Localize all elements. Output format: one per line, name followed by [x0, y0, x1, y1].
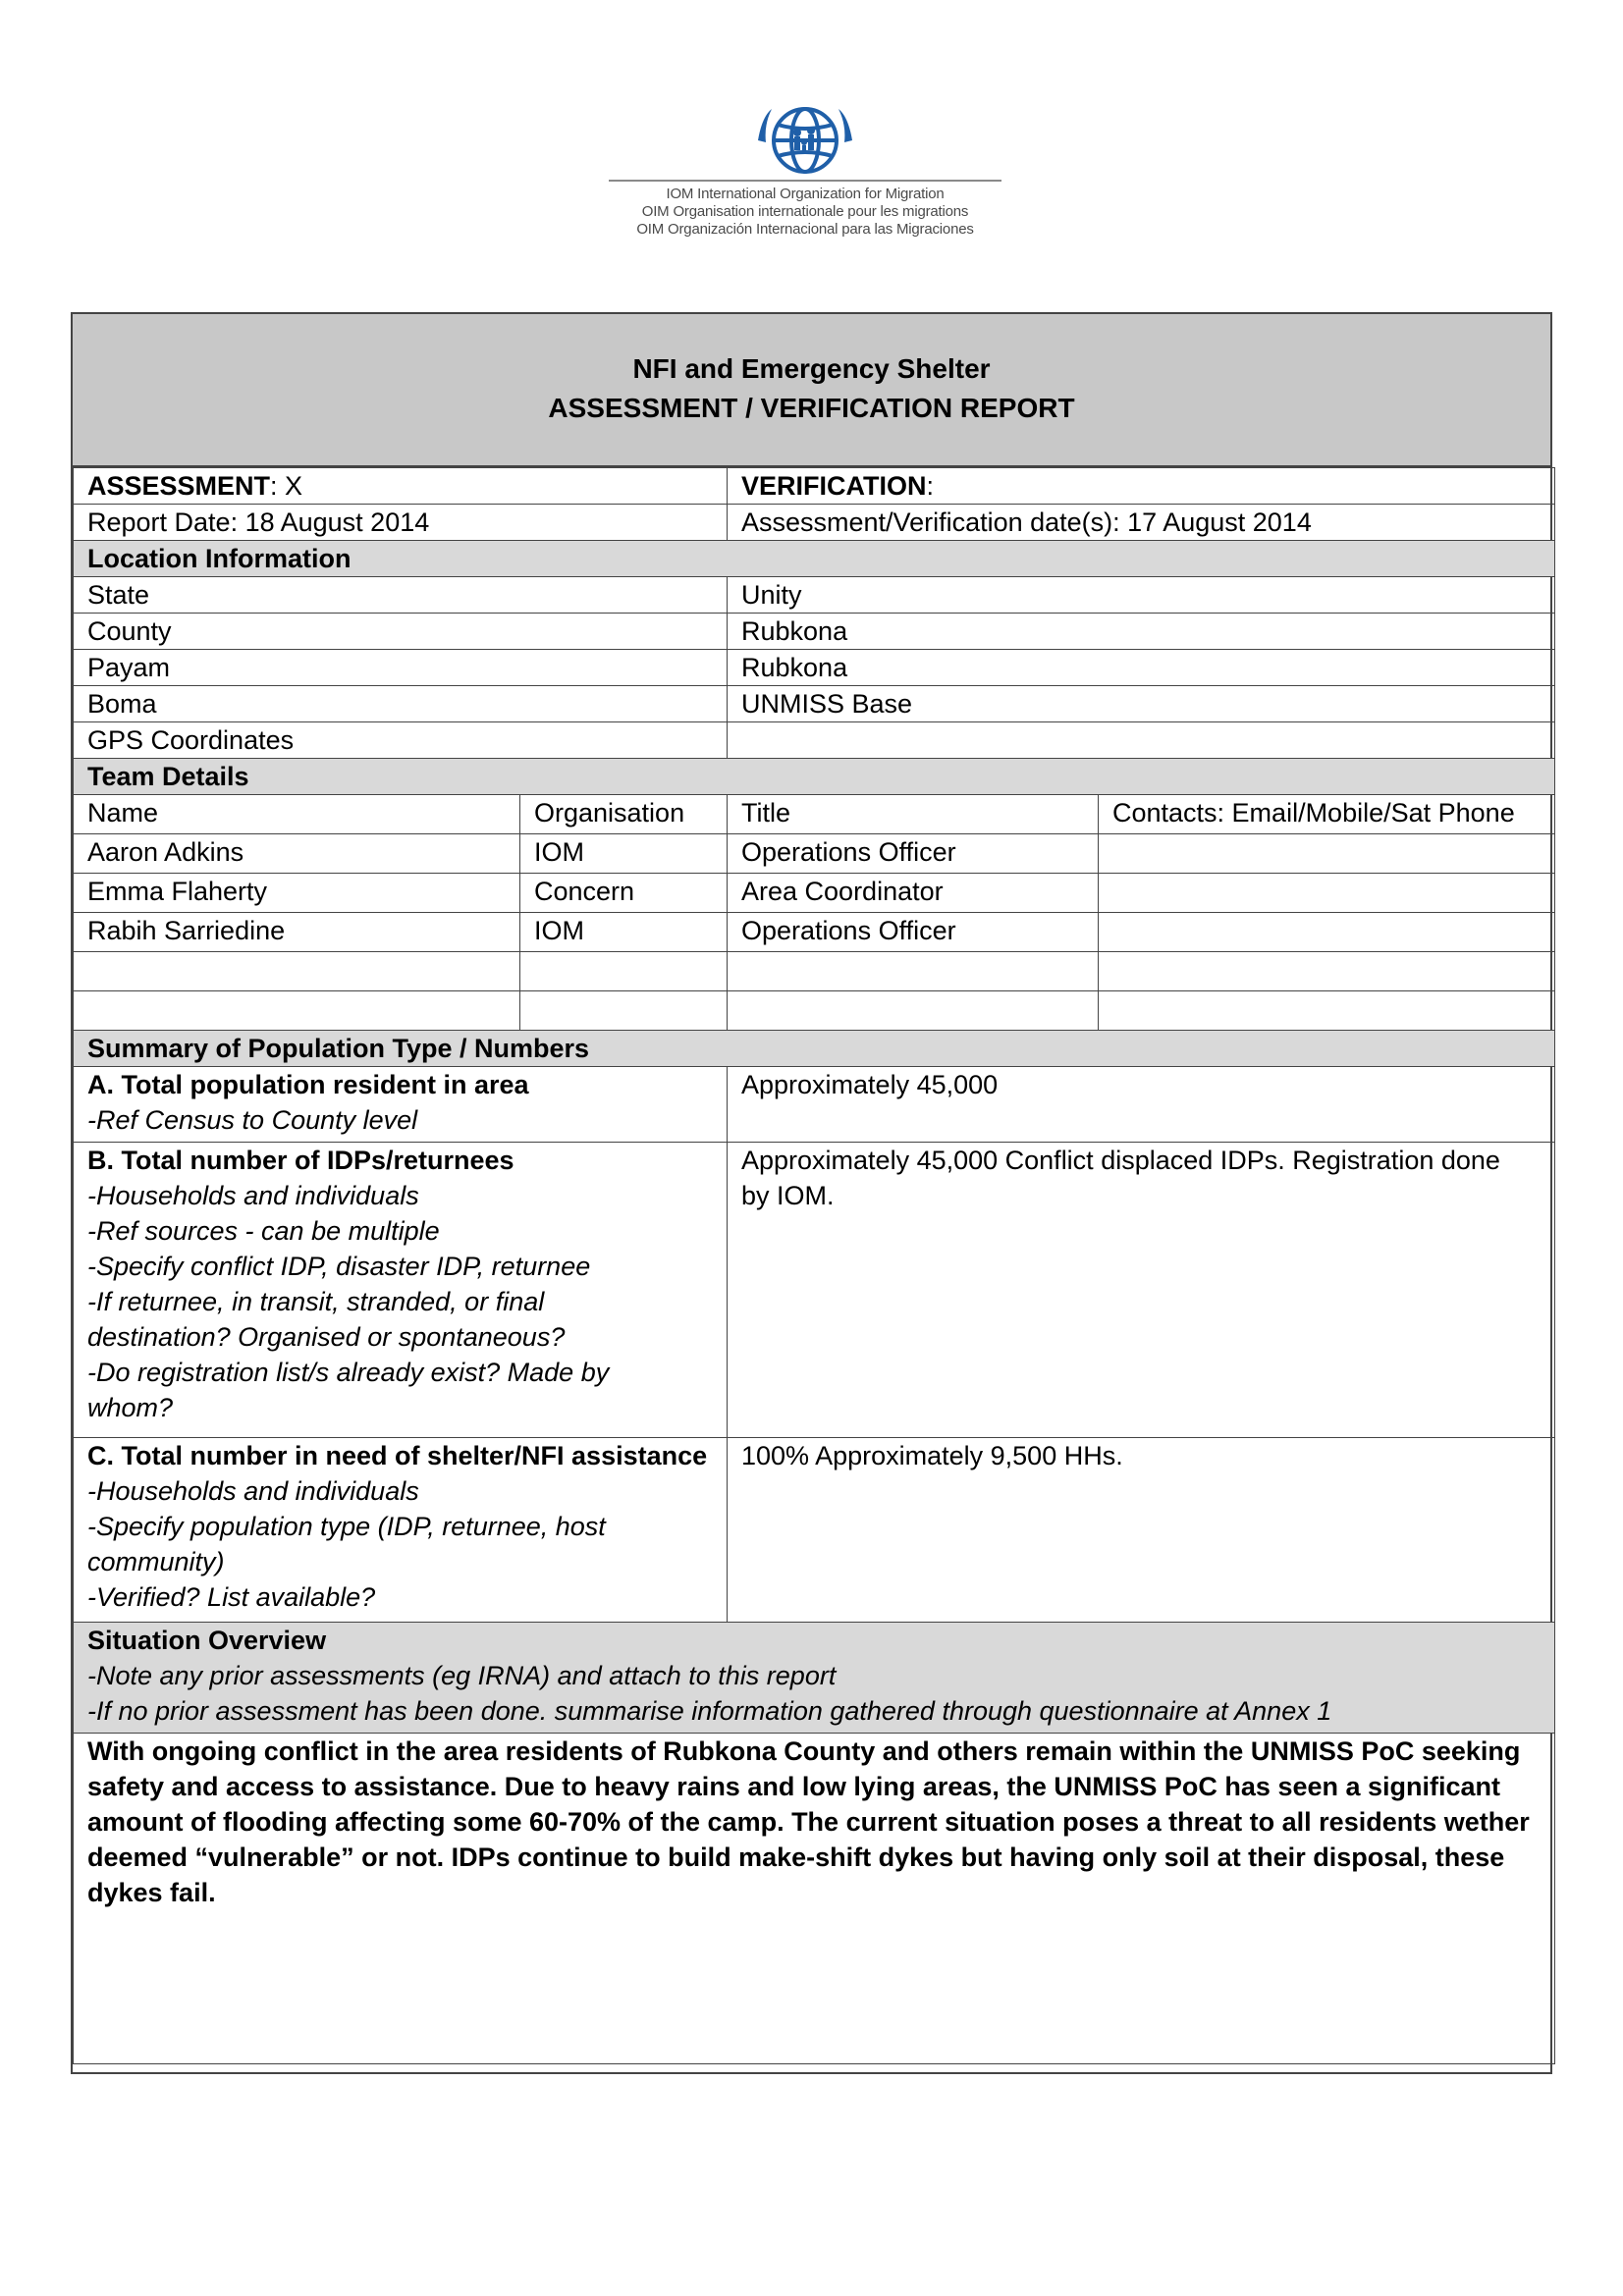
situation-narrative: [74, 1734, 1555, 2064]
member-title: Operations Officer: [728, 913, 1099, 952]
situation-note: -Note any prior assessments (eg IRNA) and attach to this report: [87, 1661, 837, 1690]
situation-narrative-row: [74, 1734, 1555, 2064]
population-note: -Households and individuals: [87, 1181, 419, 1210]
member-org: Concern: [520, 874, 728, 913]
population-note: -Ref Census to County level: [87, 1105, 418, 1135]
population-b-value-line: Approximately 45,000 Conflict displaced IDPs. Registration done: [741, 1146, 1500, 1175]
population-note: -Ref sources - can be multiple: [87, 1216, 440, 1246]
logo-line-es: OIM Organización Internacional para las Migraciones: [636, 221, 974, 238]
dates-row: [74, 505, 1555, 541]
location-label: County: [74, 614, 728, 650]
location-heading-row: [74, 541, 1555, 577]
location-label: GPS Coordinates: [74, 722, 728, 759]
population-note: -Verified? List available?: [87, 1582, 376, 1612]
narrative-line: safety and access to assistance. Due to heavy rains and low lying areas, the UNMISS PoC has seen a significant: [87, 1772, 1501, 1801]
population-a-value: Approximately 45,000: [728, 1067, 1555, 1143]
report-subtitle: ASSESSMENT / VERIFICATION REPORT: [548, 393, 1075, 423]
population-heading: Summary of Population Type / Numbers: [74, 1031, 1555, 1067]
column-header: Organisation: [520, 795, 728, 834]
population-c-label: [74, 1438, 728, 1623]
location-row: [74, 722, 1555, 759]
verification-value: :: [926, 471, 935, 501]
location-row: [74, 650, 1555, 686]
assessment-cell: [74, 468, 728, 505]
population-note: -Households and individuals: [87, 1476, 419, 1506]
member-name: Aaron Adkins: [74, 834, 520, 874]
column-header: Name: [74, 795, 520, 834]
narrative-line: dykes fail.: [87, 1878, 216, 1907]
report-form: [71, 312, 1552, 2074]
location-row: [74, 686, 1555, 722]
population-note: community): [87, 1547, 225, 1576]
location-label: Payam: [74, 650, 728, 686]
situation-heading: Situation Overview: [87, 1626, 327, 1655]
population-note: -If returnee, in transit, stranded, or final: [87, 1287, 545, 1316]
population-b-label: [74, 1143, 728, 1438]
team-empty-row: [74, 952, 1555, 991]
team-member-row: [74, 874, 1555, 913]
population-c-value: 100% Approximately 9,500 HHs.: [728, 1438, 1555, 1623]
population-b-value: [728, 1143, 1555, 1438]
empty-cell: [520, 952, 728, 991]
narrative-line: With ongoing conflict in the area residents of Rubkona County and others remain within the UNMISS PoC seeking: [87, 1736, 1521, 1766]
iom-globe-icon: [756, 103, 854, 178]
report-date: Report Date: 18 August 2014: [74, 505, 728, 541]
column-header: Title: [728, 795, 1099, 834]
location-value: Unity: [728, 577, 1555, 614]
population-note: -Specify conflict IDP, disaster IDP, returnee: [87, 1252, 591, 1281]
logo-line-en: IOM International Organization for Migration: [666, 186, 945, 202]
member-contact: [1099, 834, 1555, 874]
location-heading: Location Information: [74, 541, 1555, 577]
verification-dates: Assessment/Verification date(s): 17 August 2014: [728, 505, 1555, 541]
location-row: [74, 614, 1555, 650]
empty-cell: [1099, 952, 1555, 991]
location-label: Boma: [74, 686, 728, 722]
empty-cell: [74, 952, 520, 991]
column-header: Contacts: Email/Mobile/Sat Phone: [1099, 795, 1555, 834]
member-name: Emma Flaherty: [74, 874, 520, 913]
population-a-label: [74, 1067, 728, 1143]
situation-note: -If no prior assessment has been done. summarise information gathered through questionnaire at Annex 1: [87, 1696, 1332, 1726]
assessment-label: ASSESSMENT: [87, 471, 271, 501]
member-name: Rabih Sarriedine: [74, 913, 520, 952]
member-org: IOM: [520, 834, 728, 874]
population-heading-row: [74, 1031, 1555, 1067]
situation-heading-row: [74, 1623, 1555, 1734]
member-contact: [1099, 913, 1555, 952]
location-value: [728, 722, 1555, 759]
population-row-b: [74, 1143, 1555, 1438]
team-empty-row: [74, 991, 1555, 1031]
logo-line-fr: OIM Organisation internationale pour les migrations: [641, 203, 969, 220]
team-header-row: [74, 795, 1555, 834]
population-b-title: B. Total number of IDPs/returnees: [87, 1146, 514, 1175]
logo-divider: [609, 180, 1001, 182]
location-value: Rubkona: [728, 650, 1555, 686]
population-a-title: A. Total population resident in area: [87, 1070, 529, 1099]
team-heading: Team Details: [74, 759, 1555, 795]
location-value: Rubkona: [728, 614, 1555, 650]
verification-cell: [728, 468, 1555, 505]
population-b-value-line: by IOM.: [741, 1181, 835, 1210]
team-member-row: [74, 913, 1555, 952]
empty-cell: [520, 991, 728, 1031]
population-row-a: [74, 1067, 1555, 1143]
empty-cell: [1099, 991, 1555, 1031]
location-label: State: [74, 577, 728, 614]
population-c-title: C. Total number in need of shelter/NFI assistance: [87, 1441, 708, 1470]
empty-cell: [728, 991, 1099, 1031]
population-note: whom?: [87, 1393, 174, 1422]
empty-cell: [728, 952, 1099, 991]
report-table: [73, 467, 1555, 2064]
population-note: -Do registration list/s already exist? Made by: [87, 1358, 610, 1387]
team-heading-row: [74, 759, 1555, 795]
narrative-line: amount of flooding affecting some 60-70% of the camp. The current situation poses a threat to all residents wether: [87, 1807, 1530, 1837]
assessment-value: : X: [270, 471, 303, 501]
member-title: Area Coordinator: [728, 874, 1099, 913]
member-org: IOM: [520, 913, 728, 952]
report-title: NFI and Emergency Shelter: [632, 353, 991, 384]
location-value: UNMISS Base: [728, 686, 1555, 722]
team-member-row: [74, 834, 1555, 874]
member-title: Operations Officer: [728, 834, 1099, 874]
population-note: -Specify population type (IDP, returnee, host: [87, 1512, 606, 1541]
population-note: destination? Organised or spontaneous?: [87, 1322, 566, 1352]
report-title-block: [73, 314, 1550, 467]
verification-label: VERIFICATION: [741, 471, 927, 501]
narrative-line: deemed “vulnerable” or not. IDPs continue to build make-shift dykes but having only soil at their disposal, these: [87, 1842, 1505, 1872]
iom-logo: [609, 103, 1001, 250]
logo-text: [609, 186, 1001, 239]
empty-cell: [74, 991, 520, 1031]
assessment-row: [74, 468, 1555, 505]
situation-heading-cell: [74, 1623, 1555, 1734]
population-row-c: [74, 1438, 1555, 1623]
location-row: [74, 577, 1555, 614]
member-contact: [1099, 874, 1555, 913]
